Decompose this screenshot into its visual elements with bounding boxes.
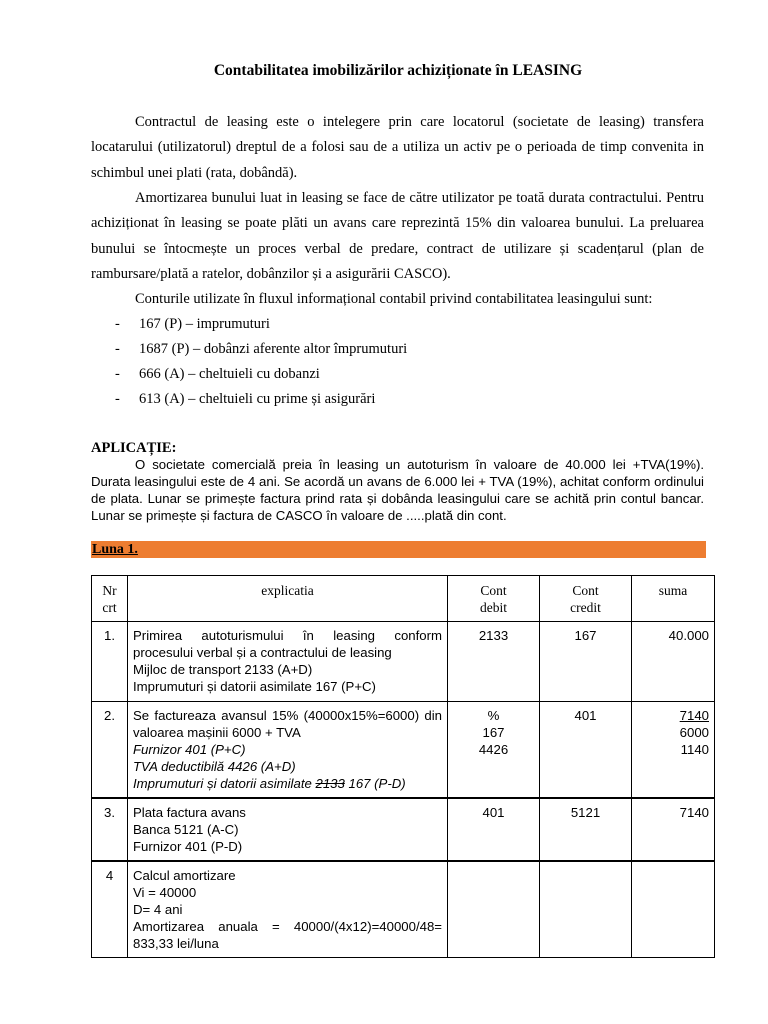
- row-suma: 7140: [632, 798, 715, 861]
- row-cont-debit: 2133: [448, 622, 540, 702]
- header-explicatia: explicatia: [128, 576, 448, 622]
- list-item-text: 1687 (P) – dobânzi aferente altor împrumuturi: [139, 341, 408, 357]
- table-row: [92, 622, 715, 702]
- list-marker: -: [115, 316, 120, 332]
- row-explicatia: Se factureaza avansul 15% (40000x15%=6000) din valoarea mașinii 6000 + TVA Furnizor 401 (P+C) TVA deductibilă 4426 (A+D) Imprumuturi și datorii asimilate 2133 167 (P-D): [128, 702, 448, 799]
- row-explicatia: Plata factura avans Banca 5121 (A-C) Furnizor 401 (P-D): [128, 798, 448, 861]
- row-nr: 4: [92, 861, 128, 958]
- row-explicatia: Calcul amortizare Vi = 40000 D= 4 ani Amortizarea anuala = 40000/(4x12)=40000/48= 833,33 lei/luna: [128, 861, 448, 958]
- list-item: [91, 337, 691, 362]
- list-item-text: 167 (P) – imprumuturi: [139, 316, 270, 332]
- table-header-row: [92, 576, 715, 622]
- application-heading: APLICAȚIE:: [91, 440, 177, 456]
- table-row: [92, 702, 715, 799]
- row-suma: [632, 861, 715, 958]
- month-header-bar: [91, 541, 706, 558]
- list-marker: -: [115, 391, 120, 407]
- row-suma: 40.000: [632, 622, 715, 702]
- month-label: Luna 1.: [92, 542, 138, 557]
- list-item-text: 666 (A) – cheltuieli cu dobanzi: [139, 366, 320, 382]
- accounting-table: [91, 575, 715, 958]
- list-marker: -: [115, 366, 120, 382]
- paragraph-amortization: Amortizarea bunului luat in leasing se face de către utilizator pe toată durata contractului. Pentru achiziționat în leasing se poate plăti un avans care reprezintă 15% din valoarea bunului. La preluarea bunului se întocmește un proces verbal de predare, contract de utilizare și scadențarul (plan de rambursare/plată a ratelor, dobânzilor și a asigurării CASCO).: [91, 190, 704, 282]
- row-explicatia: Primirea autoturismului în leasing conform procesului verbal și a contractului de leasing Mijloc de transport 2133 (A+D) Imprumuturi și datorii asimilate 167 (P+C): [128, 622, 448, 702]
- list-marker: -: [115, 341, 120, 357]
- row-cont-credit: 5121: [540, 798, 632, 861]
- document-title: Contabilitatea imobilizărilor achiziționate în LEASING: [213, 62, 583, 79]
- application-text: [91, 456, 704, 524]
- row-nr: 2.: [92, 702, 128, 799]
- row-suma: 7140 6000 1140: [632, 702, 715, 799]
- header-suma: suma: [632, 576, 715, 622]
- row-cont-credit: [540, 861, 632, 958]
- table-row: [92, 861, 715, 958]
- row-cont-credit: 167: [540, 622, 632, 702]
- row-nr: 1.: [92, 622, 128, 702]
- header-nr: Nr crt: [92, 576, 128, 622]
- header-cont-credit: Cont credit: [540, 576, 632, 622]
- row-cont-debit: [448, 861, 540, 958]
- list-item: [91, 362, 691, 387]
- accounts-list: [91, 312, 691, 412]
- list-item: [91, 312, 691, 337]
- application-body: O societate comercială preia în leasing un autoturism în valoare de 40.000 lei +TVA(19%). Durata leasingului este de 4 ani. Se acordă un avans de 6.000 lei + TVA (19%), achitat conform ordinului de plata. Lunar se primește factura prind rata și dobânda leasingului care se achită prin contul bancar. Lunar se primește și factura de CASCO în valoare de .....plată din cont.: [91, 457, 704, 523]
- row-nr: 3.: [92, 798, 128, 861]
- list-item-text: 613 (A) – cheltuieli cu prime și asigurări: [139, 391, 376, 407]
- list-item: [91, 387, 691, 412]
- paragraph-accounts-intro: Conturile utilizate în fluxul informațional contabil privind contabilitatea leasingului sunt:: [135, 291, 653, 307]
- row-cont-credit: 401: [540, 702, 632, 799]
- header-cont-debit: Cont debit: [448, 576, 540, 622]
- paragraph-definition: Contractul de leasing este o intelegere prin care locatorul (societate de leasing) transfera locatarului (utilizatorul) dreptul de a folosi sau de a utiliza un activ pe o perioada de timp convenita in schimbul unei plati (rata, dobândă).: [91, 114, 704, 181]
- row-cont-debit: 401: [448, 798, 540, 861]
- row-cont-debit: % 167 4426: [448, 702, 540, 799]
- table-row: [92, 798, 715, 861]
